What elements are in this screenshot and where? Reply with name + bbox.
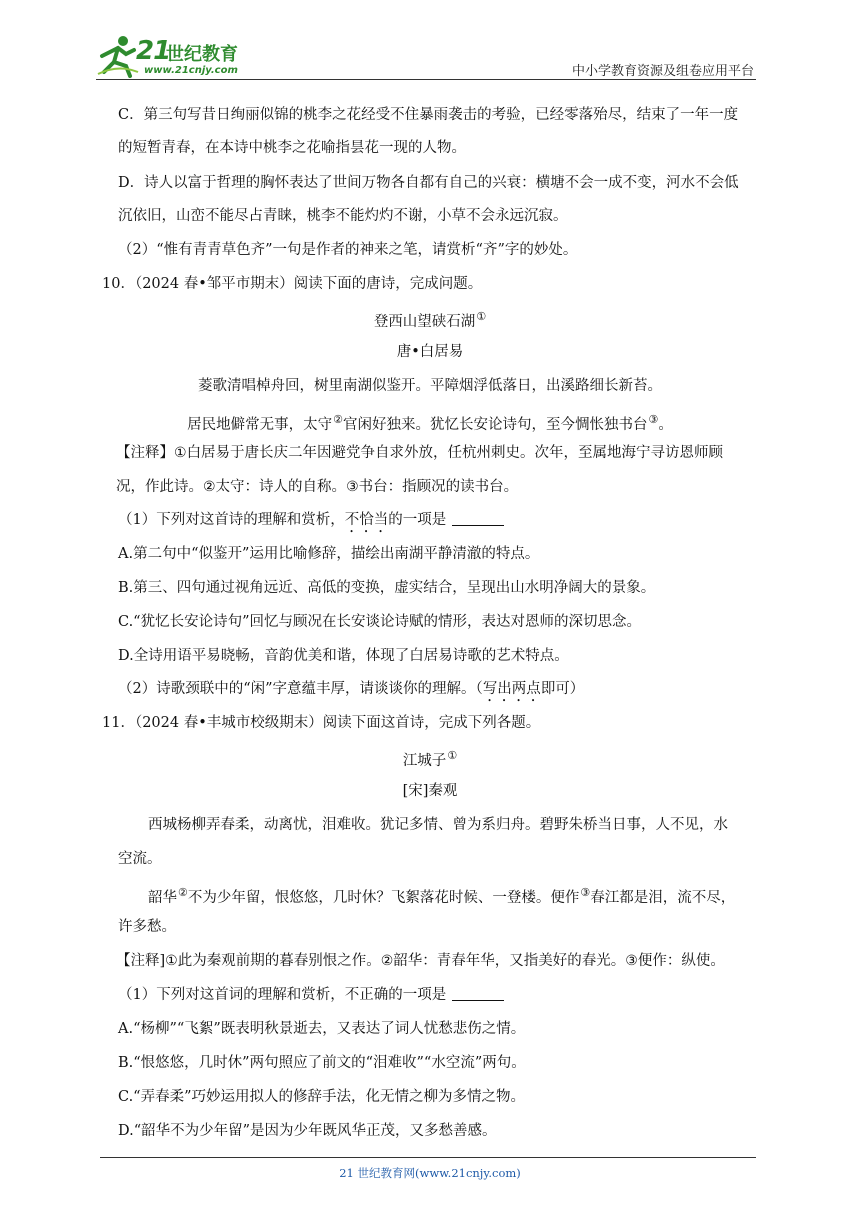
q10-subquestion-1: （1）下列对这首诗的理解和赏析，不恰当的一项是 [118, 510, 504, 536]
site-logo[interactable] [96, 34, 266, 78]
q10-option-d: D.全诗用语平易晓畅，音韵优美和谐，体现了白居易诗歌的艺术特点。 [118, 648, 569, 664]
q11-option-d: D.“韶华不为少年留”是因为少年既风华正茂，又多愁善感。 [118, 1123, 497, 1139]
logo-number: 21 [136, 36, 171, 66]
q11-note: 【注释]①此为秦观前期的暮春别恨之作。②韶华：青春年华，又指美好的春光。③便作：纵使。 [116, 953, 725, 969]
q10-poem-title: 登西山望硖石湖① [373, 310, 487, 330]
q11-poem-author: [宋]秦观 [402, 783, 458, 799]
q9-option-c-line2: 的短暂青春，在本诗中桃李之花喻指昙花一现的人物。 [118, 140, 466, 156]
footer-link[interactable]: 21 世纪教育网(www.21cnjy.com) [339, 1166, 521, 1180]
q11-poem-para1-line1: 西城杨柳弄春柔，动离忧，泪难收。犹记多情、曾为系归舟。碧野朱桥当日事，人不见，水 [148, 817, 728, 833]
q10-option-b: B.第三、四句通过视角远近、高低的变换，虚实结合，呈现出山水明净阔大的景象。 [118, 580, 656, 596]
q10-note-line2: 况，作此诗。②太守：诗人的自称。③书台：指顾况的读书台。 [116, 479, 519, 495]
q10-poem-author: 唐•白居易 [396, 344, 464, 360]
answer-blank[interactable] [452, 986, 504, 1001]
page-header [96, 30, 756, 80]
footer-divider [100, 1157, 756, 1158]
runner-logo-icon [96, 34, 140, 78]
header-divider [96, 79, 756, 80]
q11-poem-para1-line2: 空流。 [118, 851, 162, 867]
site-slogan: 中小学教育资源及组卷应用平台 [571, 64, 754, 79]
q11-poem-title: 江城子① [402, 749, 458, 769]
q10-note-line1: 【注释】①白居易于唐长庆二年因避党争自求外放，任杭州刺史。次年，至属地海宁寻访恩师顾 [116, 445, 724, 461]
logo-url: www.21cnjy.com [144, 65, 238, 76]
q11-subquestion-1: （1）下列对这首词的理解和赏析，不正确的一项是 [118, 985, 504, 1005]
q9-subquestion-2: （2）“惟有青青草色齐”一句是作者的神来之笔，请赏析“齐”字的妙处。 [118, 242, 578, 258]
q11-poem-para2-line2: 许多愁。 [118, 919, 176, 935]
answer-blank[interactable] [452, 511, 504, 526]
q11-poem-para2-line1: 韶华②不为少年留，恨悠悠，几时休？飞絮落花时候、一登楼。便作③春江都是泪，流不尽， [148, 886, 736, 906]
q10-poem-line2: 居民地僻常无事，太守②官闲好独来。犹忆长安论诗句，至今惆怅独书台③。 [187, 413, 673, 433]
q11-option-c: C.“弄春柔”巧妙运用拟人的修辞手法，化无情之柳为多情之物。 [118, 1089, 526, 1105]
q11-intro: 11．（2024 春•丰城市校级期末）阅读下面这首诗，完成下列各题。 [102, 715, 541, 731]
q10-subquestion-2: （2）诗歌颈联中的“闲”字意蕴丰厚，请谈谈你的理解。（写出两点即可） [118, 681, 585, 697]
q9-option-d-line2: 沉依旧，山峦不能尽占青睐，桃李不能灼灼不谢，小草不会永远沉寂。 [118, 208, 568, 224]
q10-intro: 10．（2024 春•邹平市期末）阅读下面的唐诗，完成问题。 [102, 276, 483, 292]
logo-text: 世纪教育 [166, 44, 238, 65]
q11-option-b: B.“恨悠悠，几时休”两句照应了前文的“泪难收”“水空流”两句。 [118, 1055, 526, 1071]
q11-option-a: A.“杨柳”“飞絮”既表明秋景逝去，又表达了词人忧愁悲伤之情。 [118, 1021, 526, 1037]
q10-poem-line1: 菱歌清唱棹舟回，树里南湖似鉴开。平障烟浮低落日，出溪路细长新苔。 [198, 378, 662, 394]
q9-option-d-line1: D．诗人以富于哲理的胸怀表达了世间万物各自都有自己的兴衰：横塘不会一成不变，河水不会低 [118, 175, 739, 191]
q10-option-c: C.“犹忆长安论诗句”回忆与顾况在长安谈论诗赋的情形，表达对恩师的深切思念。 [118, 614, 642, 630]
q10-option-a: A.第二句中“似鉴开”运用比喻修辞，描绘出南湖平静清澈的特点。 [118, 546, 540, 562]
q9-option-c-line1: C．第三句写昔日绚丽似锦的桃李之花经受不住暴雨袭击的考验，已经零落殆尽，结束了一年一度 [118, 107, 739, 123]
